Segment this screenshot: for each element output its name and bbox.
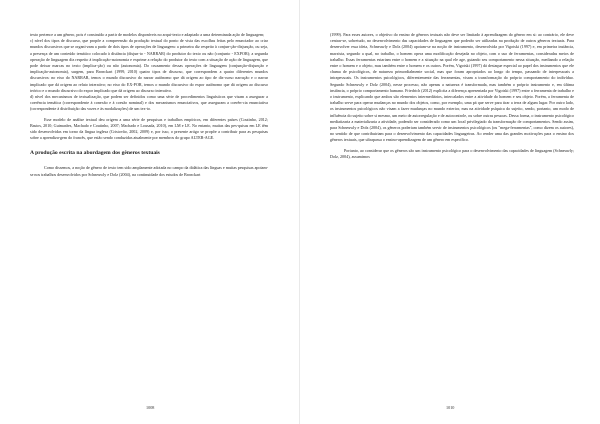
section-title: A produção escrita na abordagem dos gêneros textuais [30,150,160,157]
paragraph-conclusion: Portanto, ao considerar que os gêneros são um instrumento psicológico para o desenvolvimento das capacidades de linguagem (Schneuwly; Dolz, 2004), assumimos [330,147,574,159]
right-page-text-column [330,32,574,402]
page-number-left: 1008 [146,405,155,410]
paragraph-continuation: texto pertence a um gênero, pois é construído a partir de modelos disponíveis no arqui-texto e adaptado a uma determinada ação de linguagem; [30,32,265,37]
right-page [300,0,600,424]
left-page-text-column [30,32,268,402]
paragraph-research: Esse modelo de análise textual deu origem a uma série de pesquisas e trabalhos empíricos, em diferentes países (Coutinho, 2012; Bastos, 2010; Guimarães, Machado e Coutinho, 2007; Machado e Lousada, 2010), em LM e LE. No entanto, muitas das pes-quisas em LE têm sido desenvolvidas em torno da língua inglesa (Cristovão, 2002, 2009) e, por isso, o presente artigo se propõe a contribuir para as pesquisas sobre a aprendiza-gem do francês, que estão sendo conduzidas atualmente por membros do grupo ALTER-AGE. [30,116,268,141]
paragraph-instruments: (1999). Para esses autores, o objetivo do ensino de gêneros textuais não deve ser limitado à aprendizagem do gênero em si: ao contrário, ele deve centrar-se, sobretudo, no desenvolvimento das capacidades de linguagem que poderão ser utilizadas na produção de outros gêneros textuais. Para desenvolver essa ideia, Schneuwly e Dolz (2004) apoiam-se na noção de instrumento, desenvolvida por Vigotski (1997) e, em primeira instância, marxista, segundo a qual, no trabalho, o homem opera uma modificação desejada no objeto, com o uso de ferramentas, consideradas meios de trabalho. Essas ferramentas estariam entre o homem e a situação na qual ele age, guiando seu comportamento nessa situação, mediando a relação entre o homem e o objeto, mas também entre o homem e os outros. Porém, Vigotski (1997) dá destaque especial ao papel dos instrumentos que ele chama de psicológicos, de natureza primordialmente social, mas que foram apropriados ao longo do tempo, passando de interpessoais a intrapessoais. Os instrumentos psicológicos, diferentemente das ferramentas, visam a transformação do próprio comportamento do indivíduo. Segundo Schneuwly e Dolz (2004), nesse processo, não apenas a natureza é transformada, mas também o próprio instrumento e, em última instância, o próprio comportamento humano. Friedrich (2012) explicita a diferença apresentada por Vigotski (1997) entre a ferramenta de trabalho e o instrumento, explicando que ambos são elementos intermediários, intercalados entre a atividade do homem e seu objeto. Porém, a ferramenta de trabalho serve para operar mudanças no mundo dos objetos, como, por exemplo, uma pá que serve para tirar a terra de algum lugar. Por outro lado, os instrumentos psicológicos não visam a fazer mudanças no mundo exterior, mas na atividade psíquica do sujeito, sendo, portanto, um modo de influência do sujeito sobre si mesmo, um meio de autorregulação e de autocontrole, ou sobre outras pessoas. Dessa forma, o instrumento psicológico mediatizaria a materializaria a atividade, podendo ser considerado como um local privilegiado da transformação de comportamentos. Sendo assim, para Schneuwly e Dolz (2004), os gêneros poderiam também servir de instrumentos psicológicos (ou "mega-ferramentas", como dizem os autores), no sentido de que contribuiriam para o desenvolvimento das capacidades linguageiras. Ao render uma das grandes motivações para o ensino dos gêneros textuais, que ultrapassa o ensino-aprendizagem de um gênero em específico. [330,32,574,143]
page-number-right: 1010 [446,405,455,410]
paragraph-section-intro: Como dissemos, a noção de gênero de texto tem sido amplamente adotada no campo da didática das línguas e muitas pesquisas apoiam-se nos trabalhos desenvolvidos por Schneuwly e Dolz (2004), na continuidade dos estudos de Bronckart [30,165,268,177]
paragraph-level-c: c) nível dos tipos de discurso, que propõe a compreensão da produção textual do ponto de vista das escolhas feitas pelo enunciador ao criar mundos discursivos que se organi-zam a partir de dois tipos de operações de linguagem: a primeira diz respeito à conjun-ção-disjunção, ou seja, a presença de um conteúdo temático colocado à distância (disjun-to - NARRAR) do produtor do texto ou não (conjunto - EXPOR); a segunda operação de linguagem diz respeito à implicação-autonomia e exprime a relação do produtor do texto com a situação de ação de linguagem, que pode deixar marcas no texto (implica-ção) ou não (autonomia). Do cruzamento dessas operações de linguagem (conjunção-disjunção e implicação-autonomia), surgem, para Bronckart (1999, 2010) quatro tipos de discurso, que correspondem a quatro diferentes mundos discursivos: no eixo do NARRAR, temos o mundo discursivo do narrar autônomo que dá origem ao tipo de dis-curso narração e o narrar implicado que dá origem ao relato interativo; no eixo do EX-POR, temos o mundo discursivo do expor autônomo que dá origem ao discurso teórico e o mundo discursivo do expor implicado que dá origem ao discurso interativo. [30,38,268,93]
paragraph-level-d: d) nível dos mecanismos de textualização, que podem ser definidos como uma série de procedimentos linguísticos que visam a assegurar a coerência temática (correspondente à conexão e à coesão nominal) e dos mecanismos enunciativos, que asseguram a coerên-cia enunciativa (correspondente à distribuição das vozes e às modalizações) de um tex-to. [30,94,268,112]
